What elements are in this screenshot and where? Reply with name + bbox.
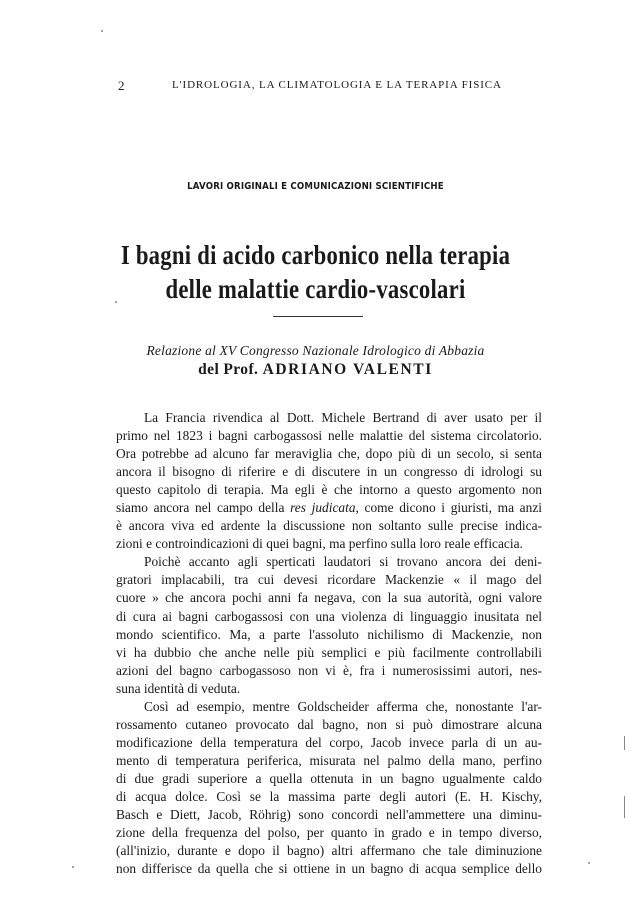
- text-line: di due gradi superiore a quella ottenuta in un bagno ugualmente caldo: [116, 770, 542, 786]
- text-line-with-italic: [116, 499, 542, 517]
- byline-author: [0, 361, 631, 379]
- text-fragment: siamo ancora nel campo della: [116, 500, 285, 516]
- scan-speck: [624, 736, 625, 750]
- text-line: zione della frequenza del polso, per quanto in grado e in tempo diverso,: [116, 825, 542, 841]
- text-line: rossamento cutaneo provocato dal bagno, non si può dimostrare alcuna: [116, 716, 542, 732]
- text-line: Poichè accanto agli sperticati laudatori si trovano ancora dei deni-: [144, 554, 542, 570]
- paragraph: [116, 553, 542, 697]
- title-divider: [273, 316, 363, 317]
- section-label: LAVORI ORIGINALI E COMUNICAZIONI SCIENTIFICHE: [187, 181, 444, 192]
- scan-speck: [72, 866, 74, 868]
- text-line: gratori implacabili, tra cui devesi ricordare Mackenzie « il mago del: [116, 572, 542, 588]
- running-title: L'IDROLOGIA, LA CLIMATOLOGIA E LA TERAPIA FISICA: [172, 79, 502, 91]
- text-line: mondo scientifico. Ma, a parte l'assoluto nichilismo di Mackenzie, non: [116, 626, 542, 642]
- text-line: azioni del bagno carbogassoso non vi è, fra i numerosissimi autori, nes-: [116, 662, 542, 678]
- scan-speck: [115, 301, 117, 303]
- text-line: vi ha dubbio che anche nelle più semplici e più facilmente controllabili: [116, 644, 542, 660]
- text-line: Ora potrebbe ad alcuno far meraviglia che, dopo più di un secolo, si senta: [116, 446, 542, 462]
- author-prefix: del Prof.: [198, 361, 259, 378]
- text-line: Così ad esempio, mentre Goldscheider afferma che, nonostante l'ar-: [144, 698, 542, 714]
- author-name: ADRIANO VALENTI: [262, 361, 433, 378]
- text-line: di cura ai bagni carbogassosi con una violenza di linguaggio inusitata nel: [116, 608, 542, 624]
- text-line: zioni e controindicazioni di quei bagni, ma perfino sulla loro reale efficacia.: [116, 536, 523, 552]
- text-line: questo capitolo di terapia. Ma egli è che intorno a questo argomento non: [116, 482, 542, 498]
- text-line: (all'inizio, durante e dopo il bagno) altri affermano che tale diminuzione: [116, 843, 542, 859]
- scan-speck: [624, 796, 625, 818]
- paragraph: [116, 409, 542, 553]
- paragraph: [116, 698, 542, 878]
- scan-speck: [101, 30, 103, 32]
- text-line: non differisce da quella che si ottiene in un bagno di acqua semplice dello: [116, 861, 542, 877]
- article-title-line-2: delle malattie cardio-vascolari: [165, 274, 466, 304]
- text-line: primo nel 1823 i bagni carbogassosi nelle malattie del sistema circolatorio.: [116, 428, 542, 444]
- scan-speck: [588, 862, 590, 864]
- text-line: è ancora viva ed ardente la discussione non soltanto sulle precise indica-: [116, 518, 542, 534]
- text-line: suna identità di veduta.: [116, 680, 241, 696]
- page-number: 2: [118, 78, 126, 93]
- italic-phrase: res judicata: [290, 500, 356, 516]
- article-body: [116, 409, 542, 878]
- text-line: mento di temperatura periferica, misurata nel palmo della mano, perfino: [116, 752, 542, 768]
- text-line: cuore » che ancora pochi anni fa negava, con la sua autorità, ogni valore: [116, 590, 542, 606]
- text-line: La Francia rivendica al Dott. Michele Bertrand di aver usato per il: [144, 410, 542, 425]
- byline-relazione: Relazione al XV Congresso Nazionale Idrologico di Abbazia: [146, 343, 485, 358]
- text-line: di acqua dolce. Così se la massima parte degli autori (E. H. Kischy,: [116, 788, 542, 804]
- article-title-line-1: I bagni di acido carbonico nella terapia: [120, 240, 511, 270]
- text-line: modificazione della temperatura del corpo, Jacob invece parla di un au-: [116, 734, 542, 750]
- text-line: Basch e Diett, Jacob, Röhrig) sono concordi nell'ammettere una diminu-: [116, 807, 542, 823]
- text-line: ancora il bisogno di riferire e di discutere in un congresso di idrologi su: [116, 464, 542, 480]
- article-title: [50, 238, 580, 306]
- text-fragment: , come dicono i giuristi, ma anzi: [355, 500, 542, 516]
